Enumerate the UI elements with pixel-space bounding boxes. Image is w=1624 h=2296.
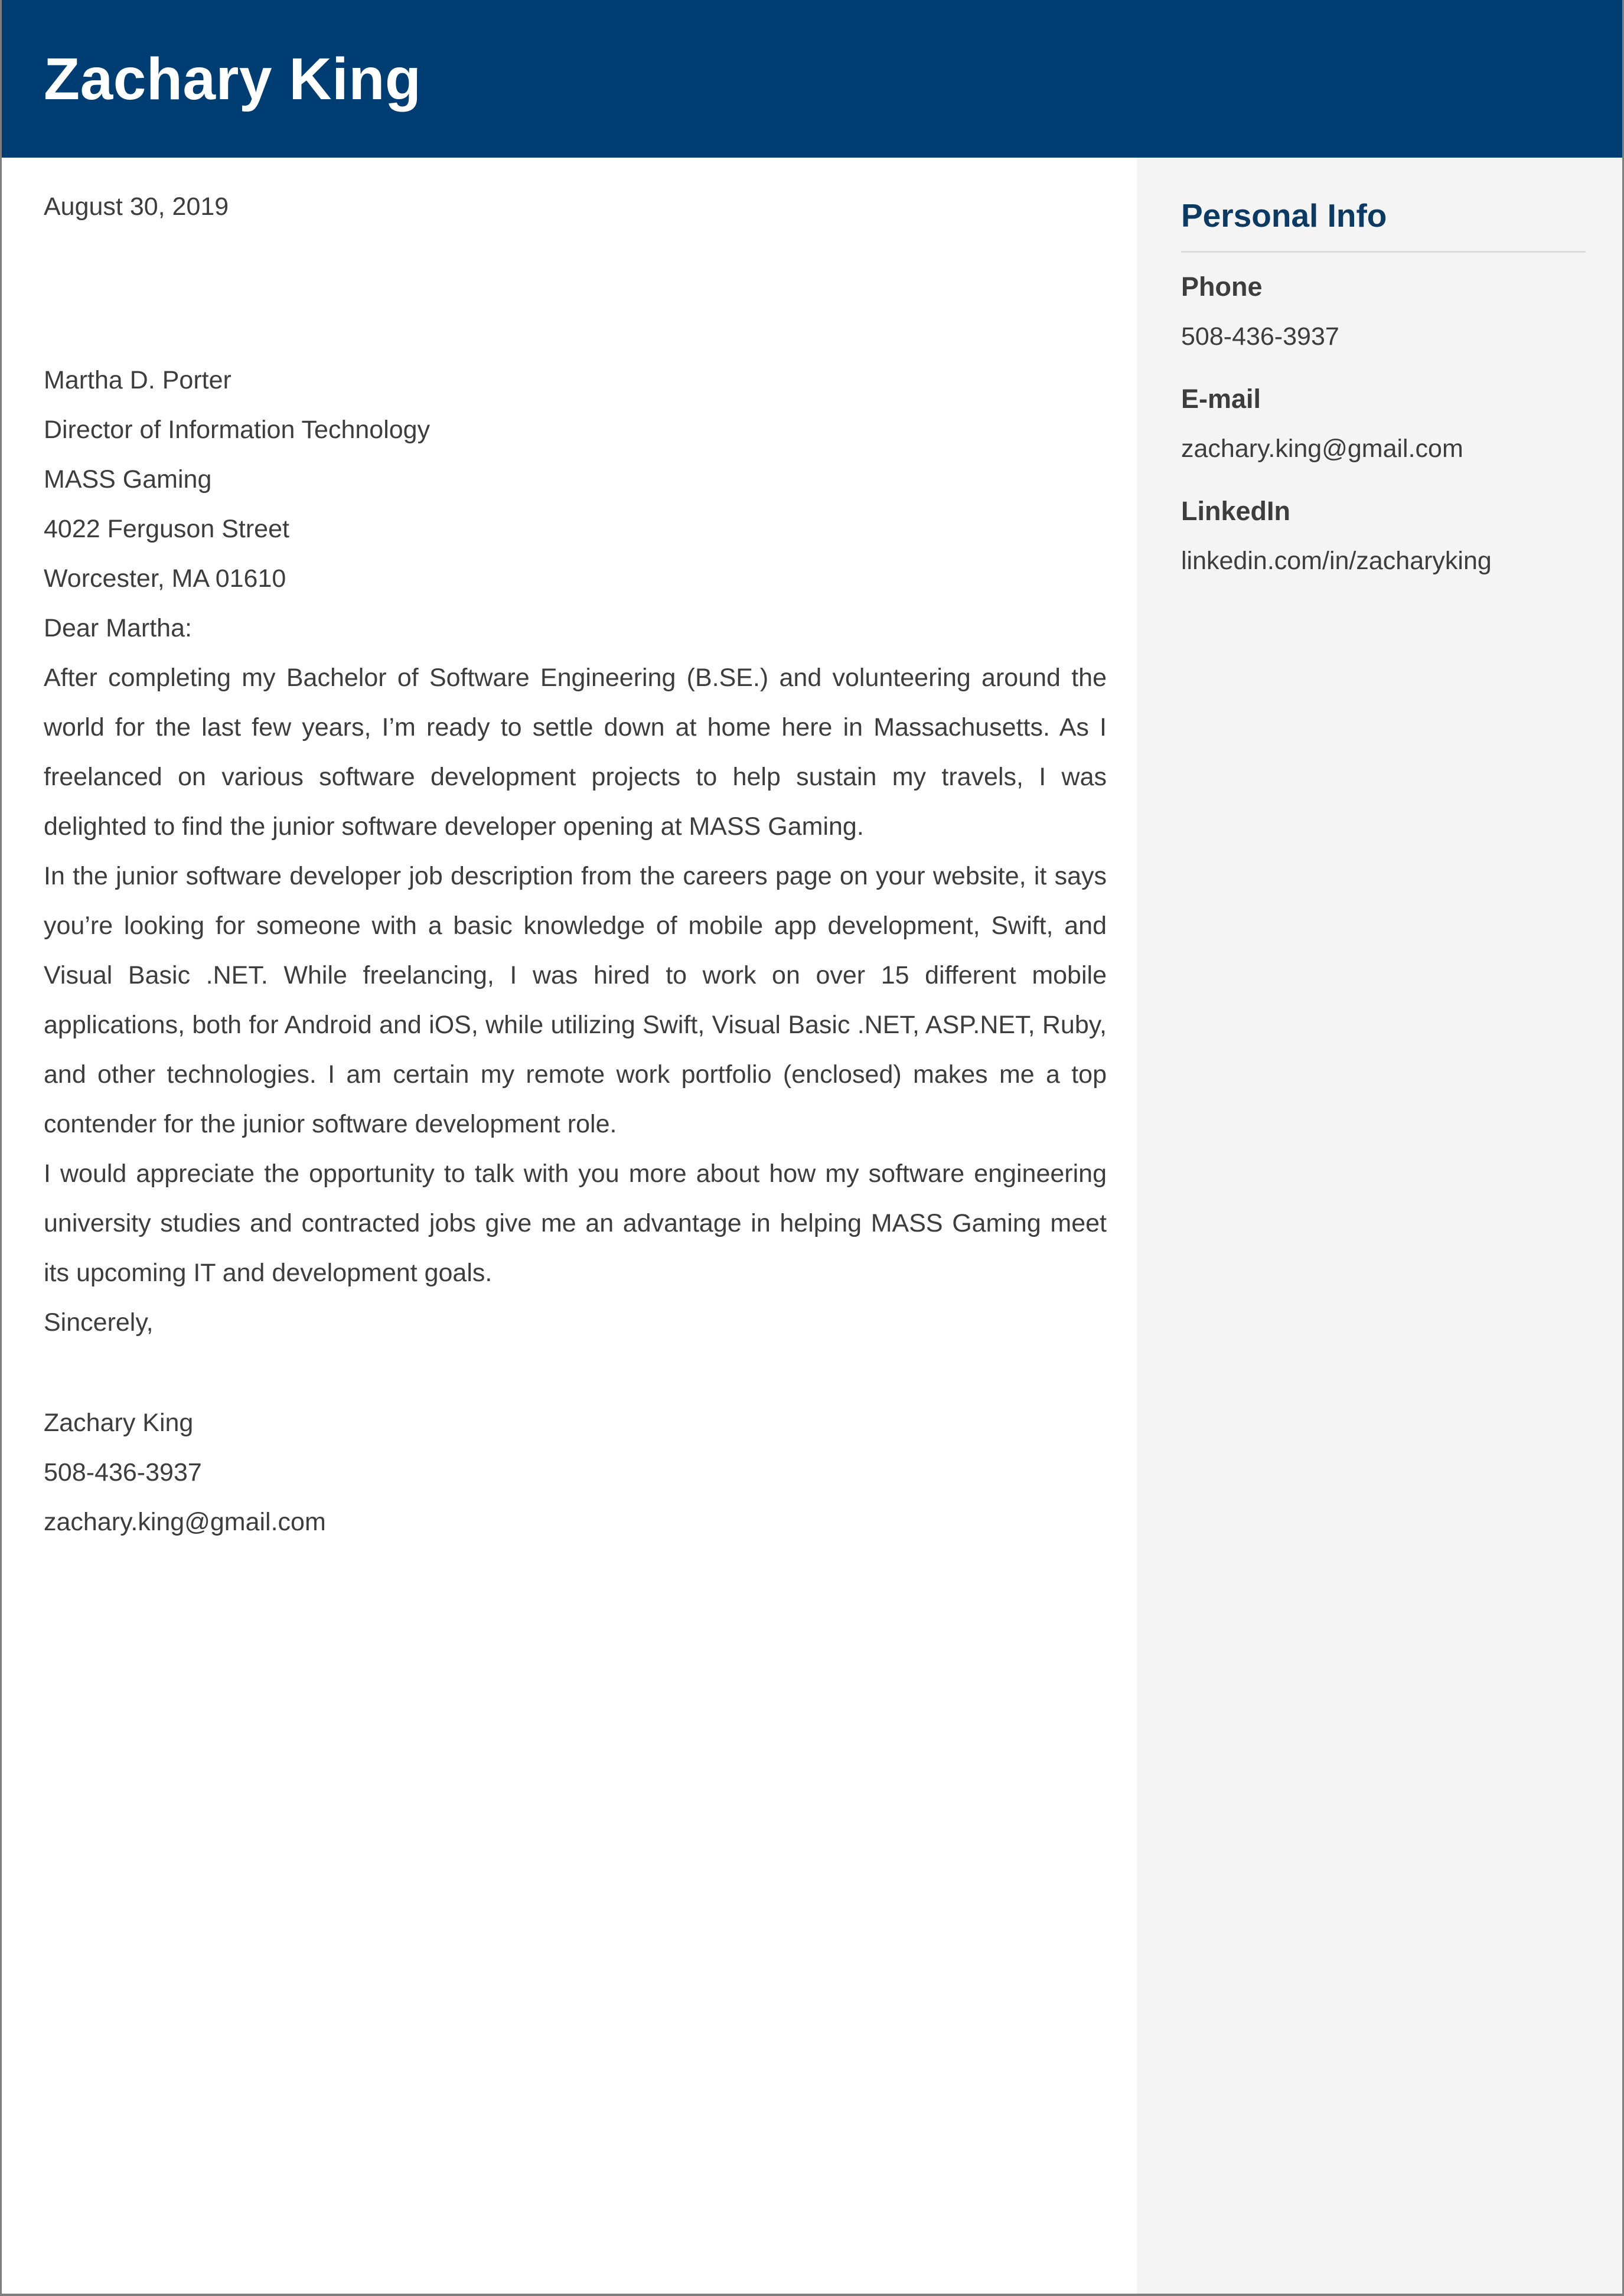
closing: Sincerely, [44,1308,154,1337]
recipient-name: Martha D. Porter [44,366,231,394]
paragraph-2: In the junior software developer job description from the careers page on your website, it says you’re looking for someone with a basic knowledge of mobile app development, Swift, and Visual Basic .NET. While freelancing, I was hired to work on over 15 different mobile applications, both for Android and iOS, while utilizing Swift, Visual Basic .NET, ASP.NET, Ruby, and other technologies. I am certain my remote work portfolio (enclosed) makes me a top contender for the junior software development role. [44,862,1107,1138]
salutation: Dear Martha: [44,614,192,642]
phone-label: Phone [1181,272,1263,302]
signature-email: zachary.king@gmail.com [44,1508,326,1536]
linkedin-label: LinkedIn [1181,496,1291,526]
recipient-city: Worcester, MA 01610 [44,564,286,593]
signature-name: Zachary King [44,1409,194,1437]
letter-date: August 30, 2019 [44,192,229,221]
recipient-street: 4022 Ferguson Street [44,515,289,543]
candidate-name: Zachary King [44,45,422,112]
signature-phone: 508-436-3937 [44,1458,202,1487]
sidebar-item-email [1181,374,1586,473]
email-value: zachary.king@gmail.com [1181,435,1463,463]
phone-value: 508-436-3937 [1181,322,1339,351]
email-label: E-mail [1181,384,1261,414]
paragraph-3: I would appreciate the opportunity to talk with you more about how my software engineering university studies and contracted jobs give me an advantage in helping MASS Gaming meet its upcoming IT and development goals. [44,1160,1107,1287]
sidebar-item-phone [1181,262,1586,361]
signature-block [44,1398,1107,1547]
linkedin-value: linkedin.com/in/zacharyking [1181,547,1492,575]
personal-info-sidebar [1137,158,1622,2294]
page-body [2,158,1622,2294]
sidebar-item-linkedin [1181,486,1586,586]
recipient-company: MASS Gaming [44,465,212,494]
letter-column [2,158,1137,2294]
recipient-block [44,355,1107,603]
sidebar-title: Personal Info [1181,197,1387,234]
paragraph-1: After completing my Bachelor of Software Engineering (B.SE.) and volunteering around the world for the last few years, I’m ready to settle down at home here in Massachusetts. As I freelanced on various software development projects to help sustain my travels, I was delighted to find the junior software developer opening at MASS Gaming. [44,664,1107,841]
recipient-title: Director of Information Technology [44,416,431,444]
header-band [2,0,1622,158]
sidebar-divider [1181,251,1586,253]
